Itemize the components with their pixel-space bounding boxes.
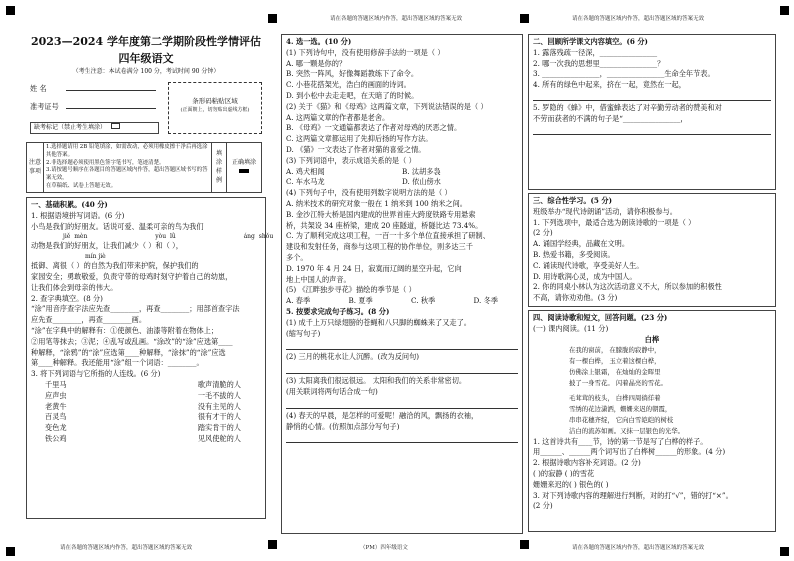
- absent-label: 缺考标记（禁止考生填涂）: [34, 124, 107, 131]
- exam-title: 2023—2024 学年度第二学期阶段性学情评估: [30, 35, 262, 48]
- absent-checkbox[interactable]: [111, 123, 120, 129]
- option: B. 汰胡多袅: [402, 166, 441, 176]
- section-3-title: 三、综合性学习。(5 分): [533, 196, 612, 205]
- header-warning: 请在各题的答题区域内作答，超出答题区域的答案无效: [572, 16, 705, 22]
- q5-3-note: (用关联词将两句话合成一句): [286, 386, 378, 396]
- fill-head: 填涂样例: [212, 143, 227, 193]
- q5-1: (1) 成千上万只绿翅膀的苍蝇和八只脚的蜘蛛来了又走了。: [286, 317, 471, 327]
- name-field[interactable]: [66, 90, 156, 91]
- q2-text: “涂”在字典中的解释有：①使颜色、油漆等附着在物体上；: [31, 325, 219, 335]
- notice-line: 1.选择题请用 2B 铅笔填涂，如需改动，必须用橡皮擦干净后再选涂其他答案。: [46, 144, 208, 158]
- registration-mark: [6, 547, 15, 556]
- option: D. 冬季: [473, 296, 498, 306]
- notice-table: [26, 142, 262, 193]
- q2-text: “涂”用音序查字法应先查________，再查________；用部首查字法: [31, 304, 240, 314]
- reading-1-title: (一) 课内阅读。(11 分): [533, 323, 609, 333]
- notice-line: 2.非选择题必须使用黑色签字笔书写，笔迹清楚。: [46, 159, 165, 166]
- notice-head: 注意事项: [27, 143, 44, 193]
- poem-line: 串串花穗齐绽， 它向白雪皑皑的树枝: [569, 415, 674, 424]
- registration-mark: [780, 547, 789, 556]
- q1-text: 小鸟是我们的好朋友。话说可爱、温柔可亲的鸟为我们: [31, 221, 204, 231]
- match-left-item: 变色龙: [45, 423, 67, 433]
- barcode-note: (正面朝上，切勿贴出虚线方框): [180, 106, 250, 113]
- footer-warning: 请在各题的答题区域内作答，超出答题区域的答案无效: [60, 545, 193, 551]
- pinyin: yòu lǜ: [155, 233, 176, 241]
- exam-note: （考生注意：本试卷满分 100 分，考试时间 90 分钟）: [72, 68, 220, 75]
- option: D. 依山傍水: [402, 177, 441, 187]
- q5-2: (2) 三月的桃花水让人沉醉。(改为反问句): [286, 352, 420, 362]
- q2-text: 种解释，“涂鸦”的“涂”应选第____种解释，“涂抹”的“涂”应选: [31, 347, 226, 357]
- answer-line[interactable]: [286, 363, 518, 374]
- rq-2-a: ( )的寂静 ( )的雪花: [533, 468, 595, 478]
- question-3: 3. 将下列词语与它所指的人连线。(6 分): [31, 369, 161, 379]
- q6-4: 4. 所有的绿色中起来，挤在一起，竟然在一起，: [533, 80, 686, 90]
- poem-line: 在我的窗前， 在朦胧的寂静中，: [569, 346, 661, 355]
- registration-mark: [520, 540, 529, 549]
- option: A. 诵国学经典，品藏在文明。: [533, 239, 630, 249]
- match-right-item: 很有才干的人: [197, 412, 241, 422]
- q6-3: 3. ________________，________________生命全年节表。: [533, 69, 715, 79]
- q7-1: 1. 下列选项中，最适合选为朗读诗歌的一项是（ ）: [533, 217, 696, 227]
- registration-mark: [6, 6, 15, 15]
- poem-line: 毛茸茸的枝头， 白桦四周徜徉着: [569, 393, 661, 402]
- q6-1: 1. 露落残疏一径深，________________: [533, 47, 658, 57]
- option: B. 夏季: [348, 296, 373, 306]
- answer-line[interactable]: [533, 125, 771, 135]
- q5-4: (4) 春天的早晨，是怎样的可爱呢！融洽的风，飘扬的衣袖，: [286, 410, 479, 420]
- question-2: 2. 查字典填空。(8 分): [31, 293, 103, 303]
- pinyin: mín jiè: [85, 253, 106, 261]
- option: C. 小巷花搭架光，浩白的画面的诗词。: [286, 80, 411, 90]
- match-right-item: 见风使舵的人: [197, 433, 241, 443]
- filled-mark: [239, 169, 249, 173]
- option: B. 《母鸡》一文通篇都表达了作者对母鸡的厌恶之情。: [286, 123, 462, 133]
- poem-line: 有一棵白桦， 玉立着这棵白桦，: [569, 357, 661, 366]
- q7-intro: 班级举办“现代诗朗诵”活动，请你积极参与。: [533, 206, 677, 216]
- rq-3: 3. 对下列诗歌内容的理解进行判断，对的打“√”，错的打“×”。: [533, 490, 733, 500]
- pinyin: jiě mèn: [63, 233, 88, 241]
- poem-line: 洁白的流苏如画。又抹一层银色的光华。: [569, 426, 685, 435]
- q4-1: (1) 下列诗句中，没有使用修辞手法的一项是（ ）: [286, 47, 445, 57]
- q5-4-note: 静悄的心情。(仿照加点部分写句子): [286, 421, 400, 431]
- rq-2: 2. 根据诗歌内容补充词语。(2 分): [533, 458, 641, 468]
- registration-mark: [520, 14, 529, 23]
- id-field[interactable]: [66, 108, 156, 109]
- q5-1-note: (缩写句子): [286, 328, 321, 338]
- option: 桥，共架设 34 座桥梁，建成 20 座隧道，桥隧比达 73.4%。: [286, 220, 483, 230]
- barcode-area: [168, 82, 262, 134]
- footer-center: （PM）四年级语文: [360, 545, 408, 551]
- match-left-item: 应声虫: [45, 390, 67, 400]
- id-label: 准考证号: [30, 102, 59, 111]
- q7-2: 2. 你的同桌小林认为这次活动意义不大，所以参加的积极性: [533, 282, 722, 292]
- poem-line: 雪绣的花边潇洒，姗姗来迟的朝霞，: [569, 404, 672, 413]
- q1-text: 家园安全；勇敢敬爱，负责守带的母鸡时刻守护着自己的幼崽，: [31, 271, 233, 281]
- match-right-list: [198, 380, 241, 445]
- option: D. 《猫》一文表达了作者对猫的喜爱之情。: [286, 144, 426, 154]
- match-right-item: 歌声清脆的人: [197, 379, 241, 389]
- option: C. 这两篇文章都运用了先抑后扬的写作方法。: [286, 134, 433, 144]
- q6-5: 5. 罗隐的《蜂》中，借蜜蜂表达了对辛勤劳动者的赞美和对: [533, 102, 722, 112]
- column-1: [26, 28, 274, 538]
- exam-subtitle: 四年级语文: [118, 51, 174, 65]
- q4-5-options: [286, 296, 518, 307]
- section-4-title: 四、阅读诗歌和短文，回答问题。(23 分): [533, 313, 668, 322]
- notice-line: 3.请按题号顺序在各题目的答题区域内作答，超出答题区域书写的答案无效，: [46, 167, 208, 182]
- q7-1-score: (2 分): [533, 228, 553, 238]
- option: A. 春季: [286, 296, 311, 306]
- notice-lines: [44, 143, 212, 193]
- pinyin: áng shǒu: [243, 233, 274, 241]
- poem-line: 仿佛涂上银霜， 在灿灿的金晖里: [569, 368, 661, 377]
- option: 地上中国人的声音。: [286, 274, 351, 284]
- rq-1-b: 用______、______两个词写出了白桦树______的形象。(4 分): [533, 447, 726, 457]
- q5-3: (3) 太阳离我们很远很远。 太阳和我们的关系非常密切。: [286, 376, 467, 386]
- registration-mark: [780, 6, 789, 15]
- section-3-box: [528, 193, 776, 307]
- column-2: [281, 34, 523, 534]
- question-1: 1. 根据语境拼写词语。(6 分): [31, 210, 125, 220]
- rq-1: 1. 这首诗共有____节，诗的第一节是写了白桦的样子。: [533, 436, 708, 446]
- q4-3-options: [286, 167, 518, 189]
- section-1-box: [26, 197, 274, 519]
- fill-label: 正确填涂: [231, 159, 256, 167]
- option: C. 车水马龙: [286, 177, 325, 187]
- footer-warning: 请在各题的答题区域内作答，超出答题区域的答案无效: [572, 545, 705, 551]
- poem-body: [533, 345, 771, 436]
- answer-line[interactable]: [286, 339, 518, 350]
- option: D. 1970 年 4 月 24 日，寂寞而辽阔的星空升起，它向: [286, 263, 462, 273]
- option: C. 诵读现代诗歌，享受美好人生。: [533, 260, 644, 270]
- fill-sample: [227, 143, 262, 193]
- absent-mark-box: [30, 122, 159, 134]
- match-left-item: 铁公鸡: [45, 433, 67, 443]
- match-left-item: 百灵鸟: [45, 412, 67, 422]
- q1-text: 抵御、离很（ ）的自然为我们带来护院，保护我们的: [31, 261, 199, 271]
- q2-text: ②用笔等抹去；③泥；④乱写或乱画。“涂改”的“涂”应选第____: [31, 336, 233, 346]
- match-right-item: 踏实肯干的人: [197, 423, 241, 433]
- match-left-item: 老黄牛: [45, 401, 67, 411]
- q1-text: 动物是我们的好朋友，让我们减少（ ）和（ ），: [31, 241, 183, 251]
- q6-5-b: 不劳而获者的不满的句子是“________________，: [533, 113, 688, 123]
- option: A. 鸡犬相闻: [286, 166, 325, 176]
- q1-text: 让我们体会到母亲的伟大。: [31, 282, 118, 292]
- section-4-box: [528, 310, 776, 532]
- poem-line: 披了一身雪花。 闪着晶亮的雪花。: [569, 379, 667, 388]
- match-left-item: 千里马: [45, 379, 67, 389]
- question-5: 5. 按要求完成句子练习。(8 分): [286, 306, 390, 316]
- option: 建设和发射任务，商参与这项工程的协作单位，则多达三千: [286, 242, 473, 252]
- barcode-title: 条形码粘贴区域: [192, 97, 238, 105]
- option: C. 为了顺利完成这项工程，一百一十多个单位直接承担了研制、: [286, 231, 490, 241]
- option: A. 这两篇文章的作者都是老舍。: [286, 112, 390, 122]
- q4-3: (3) 下列词语中，表示成语关系的是（ ）: [286, 155, 416, 165]
- match-right-item: 没有主见的人: [197, 401, 241, 411]
- answer-line[interactable]: [286, 398, 518, 409]
- q4-5: (5) 《江畔独步寻花》描绘的季节是（ ）: [286, 285, 416, 295]
- q6-2: 2. 哪一次我的思想里________________？: [533, 58, 665, 68]
- option: D. 到小松中去走走吧，在天暗了的时候。: [286, 90, 419, 100]
- match-left-list: [45, 380, 67, 445]
- section-2-box: [528, 34, 776, 190]
- registration-mark: [268, 540, 277, 549]
- section-1-title: 一、基础积累。(40 分): [31, 199, 108, 209]
- q2-text: 第____种解释。我还能用“涂”组一个词语：________。: [31, 358, 204, 368]
- option: 多个。: [286, 252, 308, 262]
- question-4: 4. 选一选。(10 分): [286, 37, 352, 46]
- q4-4: (4) 下列句子中，没有使用列数字说明方法的是（ ）: [286, 188, 452, 198]
- notice-line: 在草稿纸、试卷上答题无效。: [46, 183, 117, 190]
- pinyin-row: [31, 232, 274, 241]
- info-area: [26, 80, 266, 142]
- option: B. 金沙江特大桥是国内建成的世界首座大跨度铁路专用悬索: [286, 209, 476, 219]
- option: B. 热爱书籍，多受阅读。: [533, 249, 615, 259]
- rq-2-b: 姗姗来迟的( ) 银色的( ): [533, 479, 609, 489]
- section-2-title: 二、回顾所学课文内容填空。(6 分): [533, 37, 648, 46]
- option: A. 纳米技术的研究对象一般在 1 纳米到 100 纳米之间。: [286, 198, 467, 208]
- option: C. 秋季: [411, 296, 436, 306]
- rq-3-b: (2 分): [533, 501, 553, 511]
- q4-2: (2) 关于《猫》和《母鸡》这两篇文章，下列说法错误的是（ ）: [286, 101, 488, 111]
- answer-line[interactable]: [286, 432, 518, 443]
- q2-text: 应先查________，再查________画。: [31, 315, 147, 325]
- match-area: [31, 380, 261, 445]
- header-warning: 请在各题的答题区域内作答，超出答题区域的答案无效: [330, 16, 463, 22]
- name-label: 姓 名: [30, 84, 47, 93]
- q7-2-b: 不高，请你劝劝他。(3 分): [533, 293, 618, 303]
- match-right-item: 一毛不拔的人: [197, 390, 241, 400]
- option: B. 突然一阵风，好像舞蹈教练下了命令。: [286, 69, 419, 79]
- column-3: [528, 34, 776, 528]
- registration-mark: [268, 14, 277, 23]
- option: D. 用诗歌润心灵，成为中国人。: [533, 271, 637, 281]
- poem-title: 白桦: [644, 334, 660, 344]
- option: A. 哪一颗是你的？: [286, 58, 347, 68]
- answer-line[interactable]: [533, 91, 771, 101]
